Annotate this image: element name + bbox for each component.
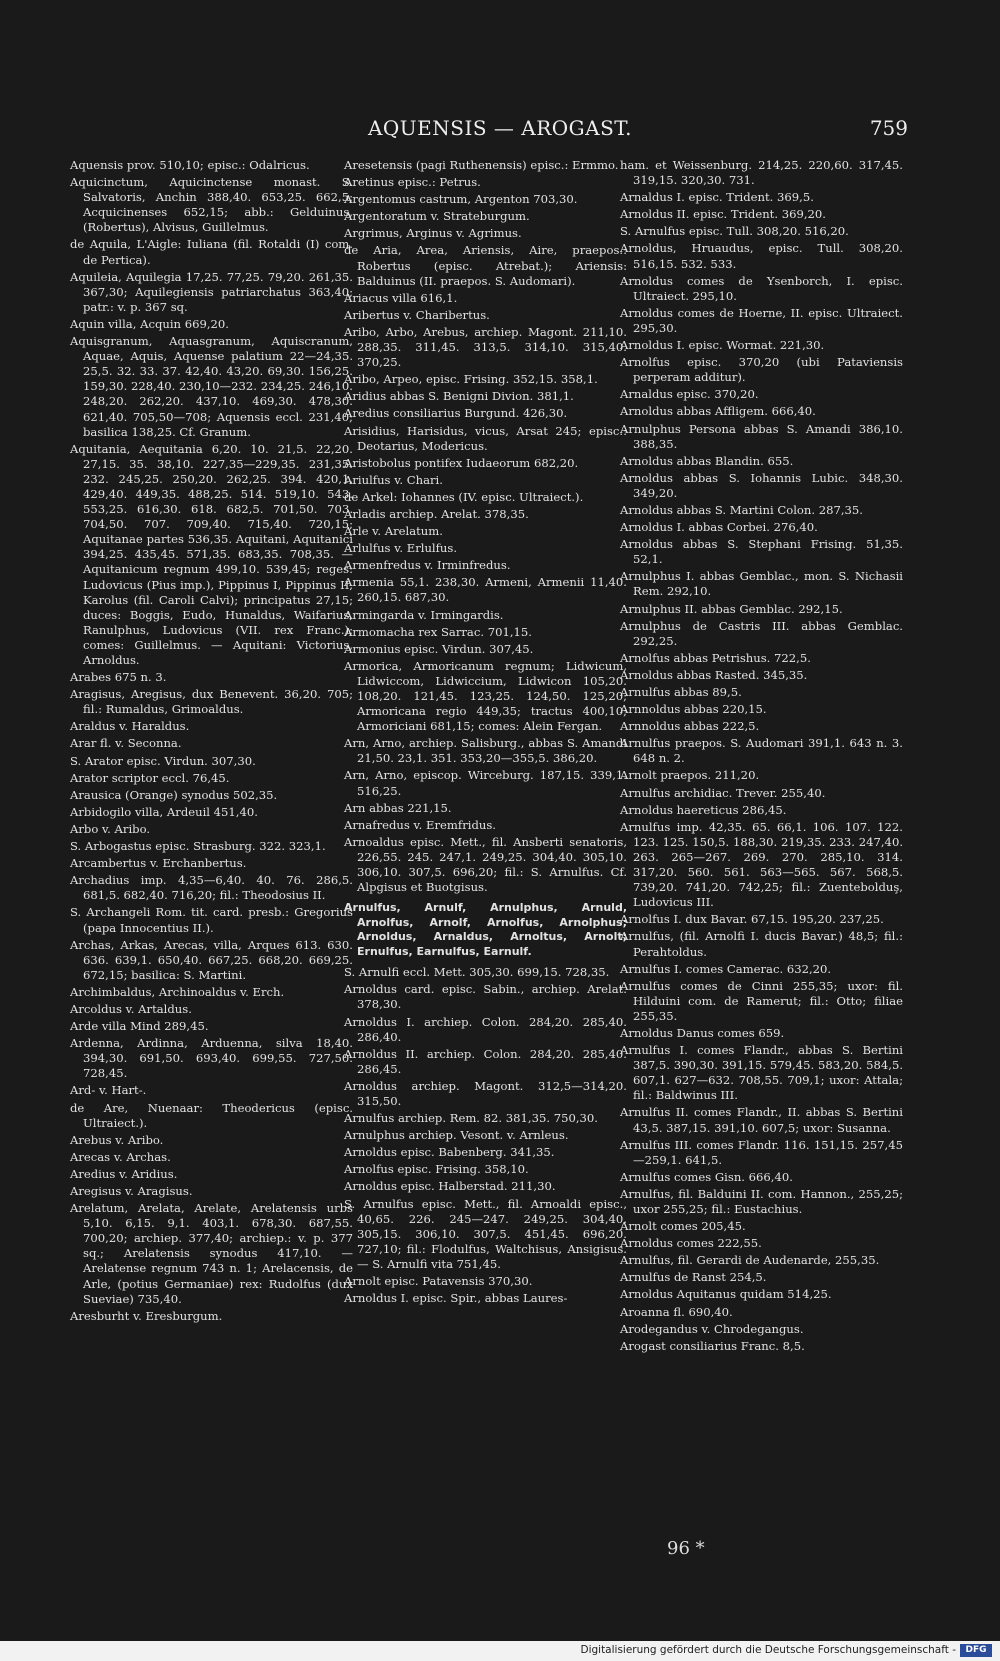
index-entry: Arnulfus I. comes Flandr., abbas S. Bertini 387,5. 390,30. 391,15. 579,45. 583,20. 584,5. 607,1. 627—632. 708,55. 709,1; uxor: Attala; fil.: Baldwinus III. [620,1043,903,1103]
index-entry: Arnulphus de Castris III. abbas Gemblac. 292,25. [620,618,903,648]
index-entry: Aquileia, Aquilegia 17,25. 77,25. 79,20. 261,35. 367,30; Aquilegiensis patriarchatus 363,40; patr.: v. p. 367 sq. [70,269,353,314]
index-entry: Arbo v. Aribo. [70,821,151,836]
index-entry: Arnaldus I. episc. Trident. 369,5. [620,190,814,205]
index-entry: Arnaldus episc. 370,20. [620,387,759,402]
index-entry: Arnulfus comes Gisn. 666,40. [620,1169,793,1184]
index-entry: Arnoldus episc. Babenberg. 341,35. [344,1145,555,1160]
index-entry: Arnoldus abbas Blandin. 655. [620,453,794,468]
index-entry: Arodegandus v. Chrodegangus. [620,1321,804,1336]
index-entry: Arnulfus III. comes Flandr. 116. 151,15. 257,45—259,1. 641,5. [620,1137,903,1167]
index-entry: de Aria, Area, Ariensis, Aire, praepos.: Robertus (episc. Atrebat.); Ariensis: Balduinus (II. praepos. S. Audomari). [344,243,627,288]
index-entry: Ardenna, Ardinna, Arduenna, silva 18,40. 394,30. 691,50. 693,40. 699,55. 727,50. 728,45. [70,1036,353,1081]
index-entry: Arnoldus Danus comes 659. [620,1025,785,1040]
index-entry: Arcambertus v. Erchanbertus. [70,856,247,871]
index-entry: Arnoldus, Hruaudus, episc. Tull. 308,20. 516,15. 532. 533. [620,241,903,271]
index-entry: Arnolfus abbas Petrishus. 722,5. [620,650,811,665]
index-entry: S. Archangeli Rom. tit. card. presb.: Gregorius (papa Innocentius II.). [70,905,353,935]
index-entry: Arnoldus I. episc. Spir., abbas Laures- [344,1291,568,1306]
index-entry: Aragisus, Aregisus, dux Benevent. 36,20. 705; fil.: Rumaldus, Grimoaldus. [70,687,353,717]
index-entry: Arnulfus de Ranst 254,5. [620,1270,767,1285]
dfg-logo: DFG [960,1644,992,1657]
index-entry: Aridius abbas S. Benigni Divion. 381,1. [344,389,574,404]
index-entry: Arnoldus II. archiep. Colon. 284,20. 285,40. 286,45. [344,1046,627,1076]
index-entry: Aroanna fl. 690,40. [620,1304,733,1319]
index-entry: Arnulfus I. comes Camerac. 632,20. [620,961,832,976]
index-entry: Arnulphus II. abbas Gemblac. 292,15. [620,601,843,616]
index-entry: Arnoldus abbas Rasted. 345,35. [620,667,808,682]
index-entry: Arnoldus I. abbas Corbei. 276,40. [620,520,818,535]
index-entry: S. Arator episc. Virdun. 307,30. [70,753,256,768]
index-entry: S. Arbogastus episc. Strasburg. 322. 323,1. [70,839,326,854]
index-entry: Arnulphus archiep. Vesont. v. Arnleus. [344,1128,569,1143]
page-number: 759 [869,116,908,140]
index-entry: Arnoldus I. archiep. Colon. 284,20. 285,40. 286,40. [344,1014,627,1044]
index-entry: Arnoldus Aquitanus quidam 514,25. [620,1287,832,1302]
index-entry: Aquitania, Aequitania 6,20. 10. 21,5. 22,20. 27,15. 35. 38,10. 227,35—229,35. 231,35. 232. 245,25. 250,20. 262,25. 394. 420,1. 429,40. 449,35. 488,25. 514. 519,10. 543. 553,25. 616,30. 618. 682,5. 701,50. 703. 704,50. 707. 709,40. 715,40. 720,15; Aquitanae partes 536,35. Aquitani, Aquitanici 394,25. 435,45. 571,35. 683,35. 708,35. — Aquitanicum regnum 499,10. 539,45; reges: Ludovicus (Pius imp.), Pippinus I, Pippinus II, Karolus (fil. Caroli Calvi); principatus 27,15; duces: Boggis, Eudo, Hunaldus, Waifarius, Ranulphus, Ludovicus (VII. rex Franc.); comes: Guillelmus. — Aquitani: Victorius, Arnoldus. [70,441,353,667]
index-entry: de Aquila, L'Aigle: Iuliana (fil. Rotaldi (I) com. de Pertica). [70,237,353,267]
index-entry: Arogast consiliarius Franc. 8,5. [620,1338,805,1353]
index-entry: Aquicinctum, Aquicinctense monast. S. Salvatoris, Anchin 388,40. 653,25. 662,5; Acquicinenses 652,15; abb.: Gelduinus, (Robertus), Alvisus, Guillelmus. [70,175,353,235]
index-entry: Arnafredus v. Eremfridus. [344,817,496,832]
index-entry: Aredius v. Aridius. [70,1166,178,1181]
index-entry: Arnulfus abbas 89,5. [620,685,742,699]
index-entry: Arnoldus haereticus 286,45. [620,802,787,817]
index-column-right [620,158,903,1356]
index-entry: Arnnoldus abbas 220,15. [620,702,767,717]
index-entry: Araldus v. Haraldus. [70,719,190,734]
index-entry: Aribo, Arpeo, episc. Frising. 352,15. 358,1. [344,372,598,387]
index-entry: Armorica, Armoricanum regnum; Lidwicum, Lidwiccom, Lidwiccium, Lidwicon 105,20. 108,20. 121,45. 123,25. 124,50. 125,20; Armoricana regio 449,35; tractus 400,10; Armoriciani 681,15; comes: Alein Fergan. [344,658,627,734]
index-entry: Arbidogilo villa, Ardeuil 451,40. [70,804,258,819]
index-entry: S. Arnulfus episc. Tull. 308,20. 516,20. [620,224,849,239]
index-entry: Arn, Arno, archiep. Salisburg., abbas S. Amandi 21,50. 23,1. 351. 353,20—355,5. 386,20. [344,736,627,766]
index-entry: Arnoldus abbas S. Iohannis Lubic. 348,30. 349,20. [620,470,903,500]
index-entry: Arnolfus episc. Frising. 358,10. [344,1162,529,1177]
index-entry: Aristobolus pontifex Iudaeorum 682,20. [344,455,579,470]
index-entry: Arabes 675 n. 3. [70,670,167,685]
index-entry: Aquin villa, Acquin 669,20. [70,316,229,331]
index-entry: Aresetensis (pagi Ruthenensis) episc.: Ermmo. [344,158,619,172]
index-entry: Armenfredus v. Irminfredus. [344,558,511,573]
index-entry: Arnolfus episc. 370,20 (ubi Pataviensis perperam additur). [620,355,903,385]
index-entry: Armonius episc. Virdun. 307,45. [344,641,534,656]
index-entry: Arnoldus I. episc. Wormat. 221,30. [620,338,825,353]
index-entry: Arar fl. v. Seconna. [70,736,182,751]
index-entry: Aquisgranum, Aquasgranum, Aquiscranum, Aquae, Aquis, Aquense palatium 22—24,35. 25,5. 32. 33. 37. 42,40. 43,20. 69,30. 156,25. 159,30. 228,40. 230,10—232. 234,25. 246,10. 248,20. 262,20. 437,10. 469,30. 478,30. 621,40. 705,50—708; Aquensis eccl. 231,40; basilica 138,25. Cf. Granum. [70,334,353,439]
index-entry: Arnulfus archidiac. Trever. 255,40. [620,785,826,800]
index-entry: Arnolt praepos. 211,20. [620,768,760,783]
index-entry: Arnoldus card. episc. Sabin., archiep. Arelat. 378,30. [344,982,627,1012]
index-entry: Arator scriptor eccl. 76,45. [70,770,230,785]
index-entry: Arnulfus, fil. Gerardi de Audenarde, 255,35. [620,1253,880,1268]
index-entry: Argentomus castrum, Argenton 703,30. [344,192,578,207]
footer-credit: Digitalisierung gefördert durch die Deutsche Forschungsgemeinschaft - [580,1644,956,1656]
index-entry: Arnulfus praepos. S. Audomari 391,1. 643 n. 3. 648 n. 2. [620,736,903,766]
index-entry: Aredius consiliarius Burgund. 426,30. [344,406,568,421]
index-entry: de Are, Nuenaar: Theodericus (episc. Ultraiect.). [70,1100,353,1130]
index-entry: Arladis archiep. Arelat. 378,35. [344,506,529,521]
index-entry: Aregisus v. Aragisus. [70,1184,193,1198]
index-entry: Arnoldus II. episc. Trident. 369,20. [620,207,826,222]
index-entry: Ariulfus v. Chari. [344,472,443,487]
index-entry: Arnoldus archiep. Magont. 312,5—314,20. 315,50. [344,1078,627,1108]
index-entry: Arnolt comes 205,45. [620,1219,746,1234]
index-entry: Arisidius, Harisidus, vicus, Arsat 245; episc.: Deotarius, Modericus. [344,423,627,453]
index-entry: Arnoldus episc. Halberstad. 211,30. [344,1179,556,1194]
index-entry: Arnulfus II. comes Flandr., II. abbas S. Bertini 43,5. 387,15. 391,10. 607,5; uxor: Susanna. [620,1105,903,1135]
index-entry: Arnulphus I. abbas Gemblac., mon. S. Nichasii Rem. 292,10. [620,569,903,599]
index-entry: Armingarda v. Irmingardis. [344,607,504,622]
index-entry: Aretinus episc.: Petrus. [344,175,481,190]
index-entry: Arcoldus v. Artaldus. [70,1001,192,1016]
index-entry: Aresburht v. Eresburgum. [70,1308,223,1323]
index-entry: ham. et Weissenburg. 214,25. 220,60. 317,45. 319,15. 320,30. 731. [620,158,903,188]
index-entry: Arnulfus, (fil. Arnolfi I. ducis Bavar.) 48,5; fil.: Perahtoldus. [620,929,903,959]
index-entry: Arde villa Mind 289,45. [70,1019,209,1034]
index-entry: Arnulfus comes de Cinni 255,35; uxor: fil. Hilduini com. de Ramerut; fil.: Otto; filiae 255,35. [620,978,903,1023]
index-entry: Arecas v. Archas. [70,1149,171,1164]
index-entry: Arnoldus comes 222,55. [620,1236,762,1251]
index-entry: Arnnoldus abbas 222,5. [620,719,760,734]
digitization-footer [0,1641,1000,1661]
index-entry: S. Arnulfi eccl. Mett. 305,30. 699,15. 728,35. [344,965,610,980]
index-entry: Arn, Arno, episcop. Wirceburg. 187,15. 339,1. 516,25. [344,768,627,798]
index-entry: Arnoldus abbas S. Stephani Frising. 51,35. 52,1. [620,537,903,567]
index-column-middle [344,158,627,1308]
index-entry: Armomacha rex Sarrac. 701,15. [344,624,532,639]
index-entry: Arnolfus I. dux Bavar. 67,15. 195,20. 237,25. [620,912,884,927]
index-entry: Arnulfus archiep. Rem. 82. 381,35. 750,30. [344,1111,598,1126]
index-entry: Archas, Arkas, Arecas, villa, Arques 613. 630. 636. 639,1. 650,40. 667,25. 668,20. 669,25. 672,15; basilica: S. Martini. [70,937,353,982]
index-entry: Arnolt episc. Patavensis 370,30. [344,1274,533,1288]
index-entry: S. Arnulfus episc. Mett., fil. Arnoaldi episc., 40,65. 226. 245—247. 249,25. 304,40. 305,15. 306,10. 307,5. 451,45. 696,20. 727,10; fil.: Flodulfus, Waltchisus, Ansigisus. — S. Arnulfi vita 751,45. [344,1196,627,1271]
index-entry: Arnoaldus episc. Mett., fil. Ansberti senatoris, 226,55. 245. 247,1. 249,25. 304,40. 305,10. 306,10. 307,5. 696,20; fil.: S. Arnulfus. Cf. Alpgisus et Buotgisus. [344,834,627,895]
index-entry: Aribertus v. Charibertus. [344,307,490,322]
index-entry: Arnulfus, fil. Balduini II. com. Hannon., 255,25; uxor 255,25; fil.: Eustachius. [620,1186,903,1216]
index-entry: Ariacus villa 616,1. [344,290,458,305]
index-entry: Argrimus, Arginus v. Agrimus. [344,226,522,241]
index-entry: Archadius imp. 4,35—6,40. 40. 76. 286,5. 681,5. 682,40. 716,20; fil.: Theodosius II. [70,873,353,903]
index-entry: Aquensis prov. 510,10; episc.: Odalricus. [70,158,310,172]
index-entry: Ard- v. Hart-. [70,1083,147,1098]
index-entry: Arnulfus, Arnulf, Arnulphus, Arnuld, Arnolfus, Arnolf, Arnolfus, Arnolphus; Arnoldus, Arnaldus, Arnoltus, Arnolt; Ernulfus, Earnulfus, Earnulf. [344,901,627,958]
index-entry: Arnoldus abbas Affligem. 666,40. [620,404,816,419]
index-entry: de Arkel: Iohannes (IV. episc. Ultraiect.). [344,489,584,504]
index-entry: Archimbaldus, Archinoaldus v. Erch. [70,984,285,999]
page-header [0,110,1000,150]
index-entry: Arnulfus imp. 42,35. 65. 66,1. 106. 107. 122. 123. 125. 150,5. 188,30. 219,35. 233. 247,40. 263. 265—267. 269. 270. 285,10. 314. 317,20. 560. 561. 563—565. 567. 568,5. 739,20. 741,20. 742,25; fil.: Zuentebolduş, Ludovicus III. [620,819,903,910]
index-column-left [70,158,353,1326]
index-entry: Arnoldus abbas S. Martini Colon. 287,35. [620,502,863,517]
index-entry: Arausica (Orange) synodus 502,35. [70,787,278,802]
index-entry: Argentoratum v. Strateburgum. [344,209,530,224]
signature-mark: 96 * [667,1538,705,1559]
index-entry: Arn abbas 221,15. [344,800,452,815]
running-title: AQUENSIS — AROGAST. [367,116,633,140]
index-entry: Arnulphus Persona abbas S. Amandi 386,10. 388,35. [620,421,903,451]
index-entry: Arnoldus comes de Hoerne, II. episc. Ultraiect. 295,30. [620,305,903,335]
index-entry: Arle v. Arelatum. [344,524,443,539]
index-entry: Arelatum, Arelata, Arelate, Arelatensis urbs 5,10. 6,15. 9,1. 403,1. 678,30. 687,55. 700,20; archiep. 377,40; archiep.: v. p. 377 sq.; Arelatensis synodus 417,10. — Arelatense regnum 743 n. 1; Arelacensis, de Arle, (potius Germaniae) rex: Rudolfus (dux Sueviae) 735,40. [70,1201,353,1306]
index-entry: Arebus v. Aribo. [70,1132,164,1147]
index-entry: Arlulfus v. Erlulfus. [344,541,458,556]
index-entry: Armenia 55,1. 238,30. Armeni, Armenii 11,40. 260,15. 687,30. [344,575,627,605]
index-entry: Aribo, Arbo, Arebus, archiep. Magont. 211,10. 288,35. 311,45. 313,5. 314,10. 315,40. 370,25. [344,324,627,370]
index-entry: Arnoldus comes de Ysenborch, I. episc. Ultraiect. 295,10. [620,273,903,303]
